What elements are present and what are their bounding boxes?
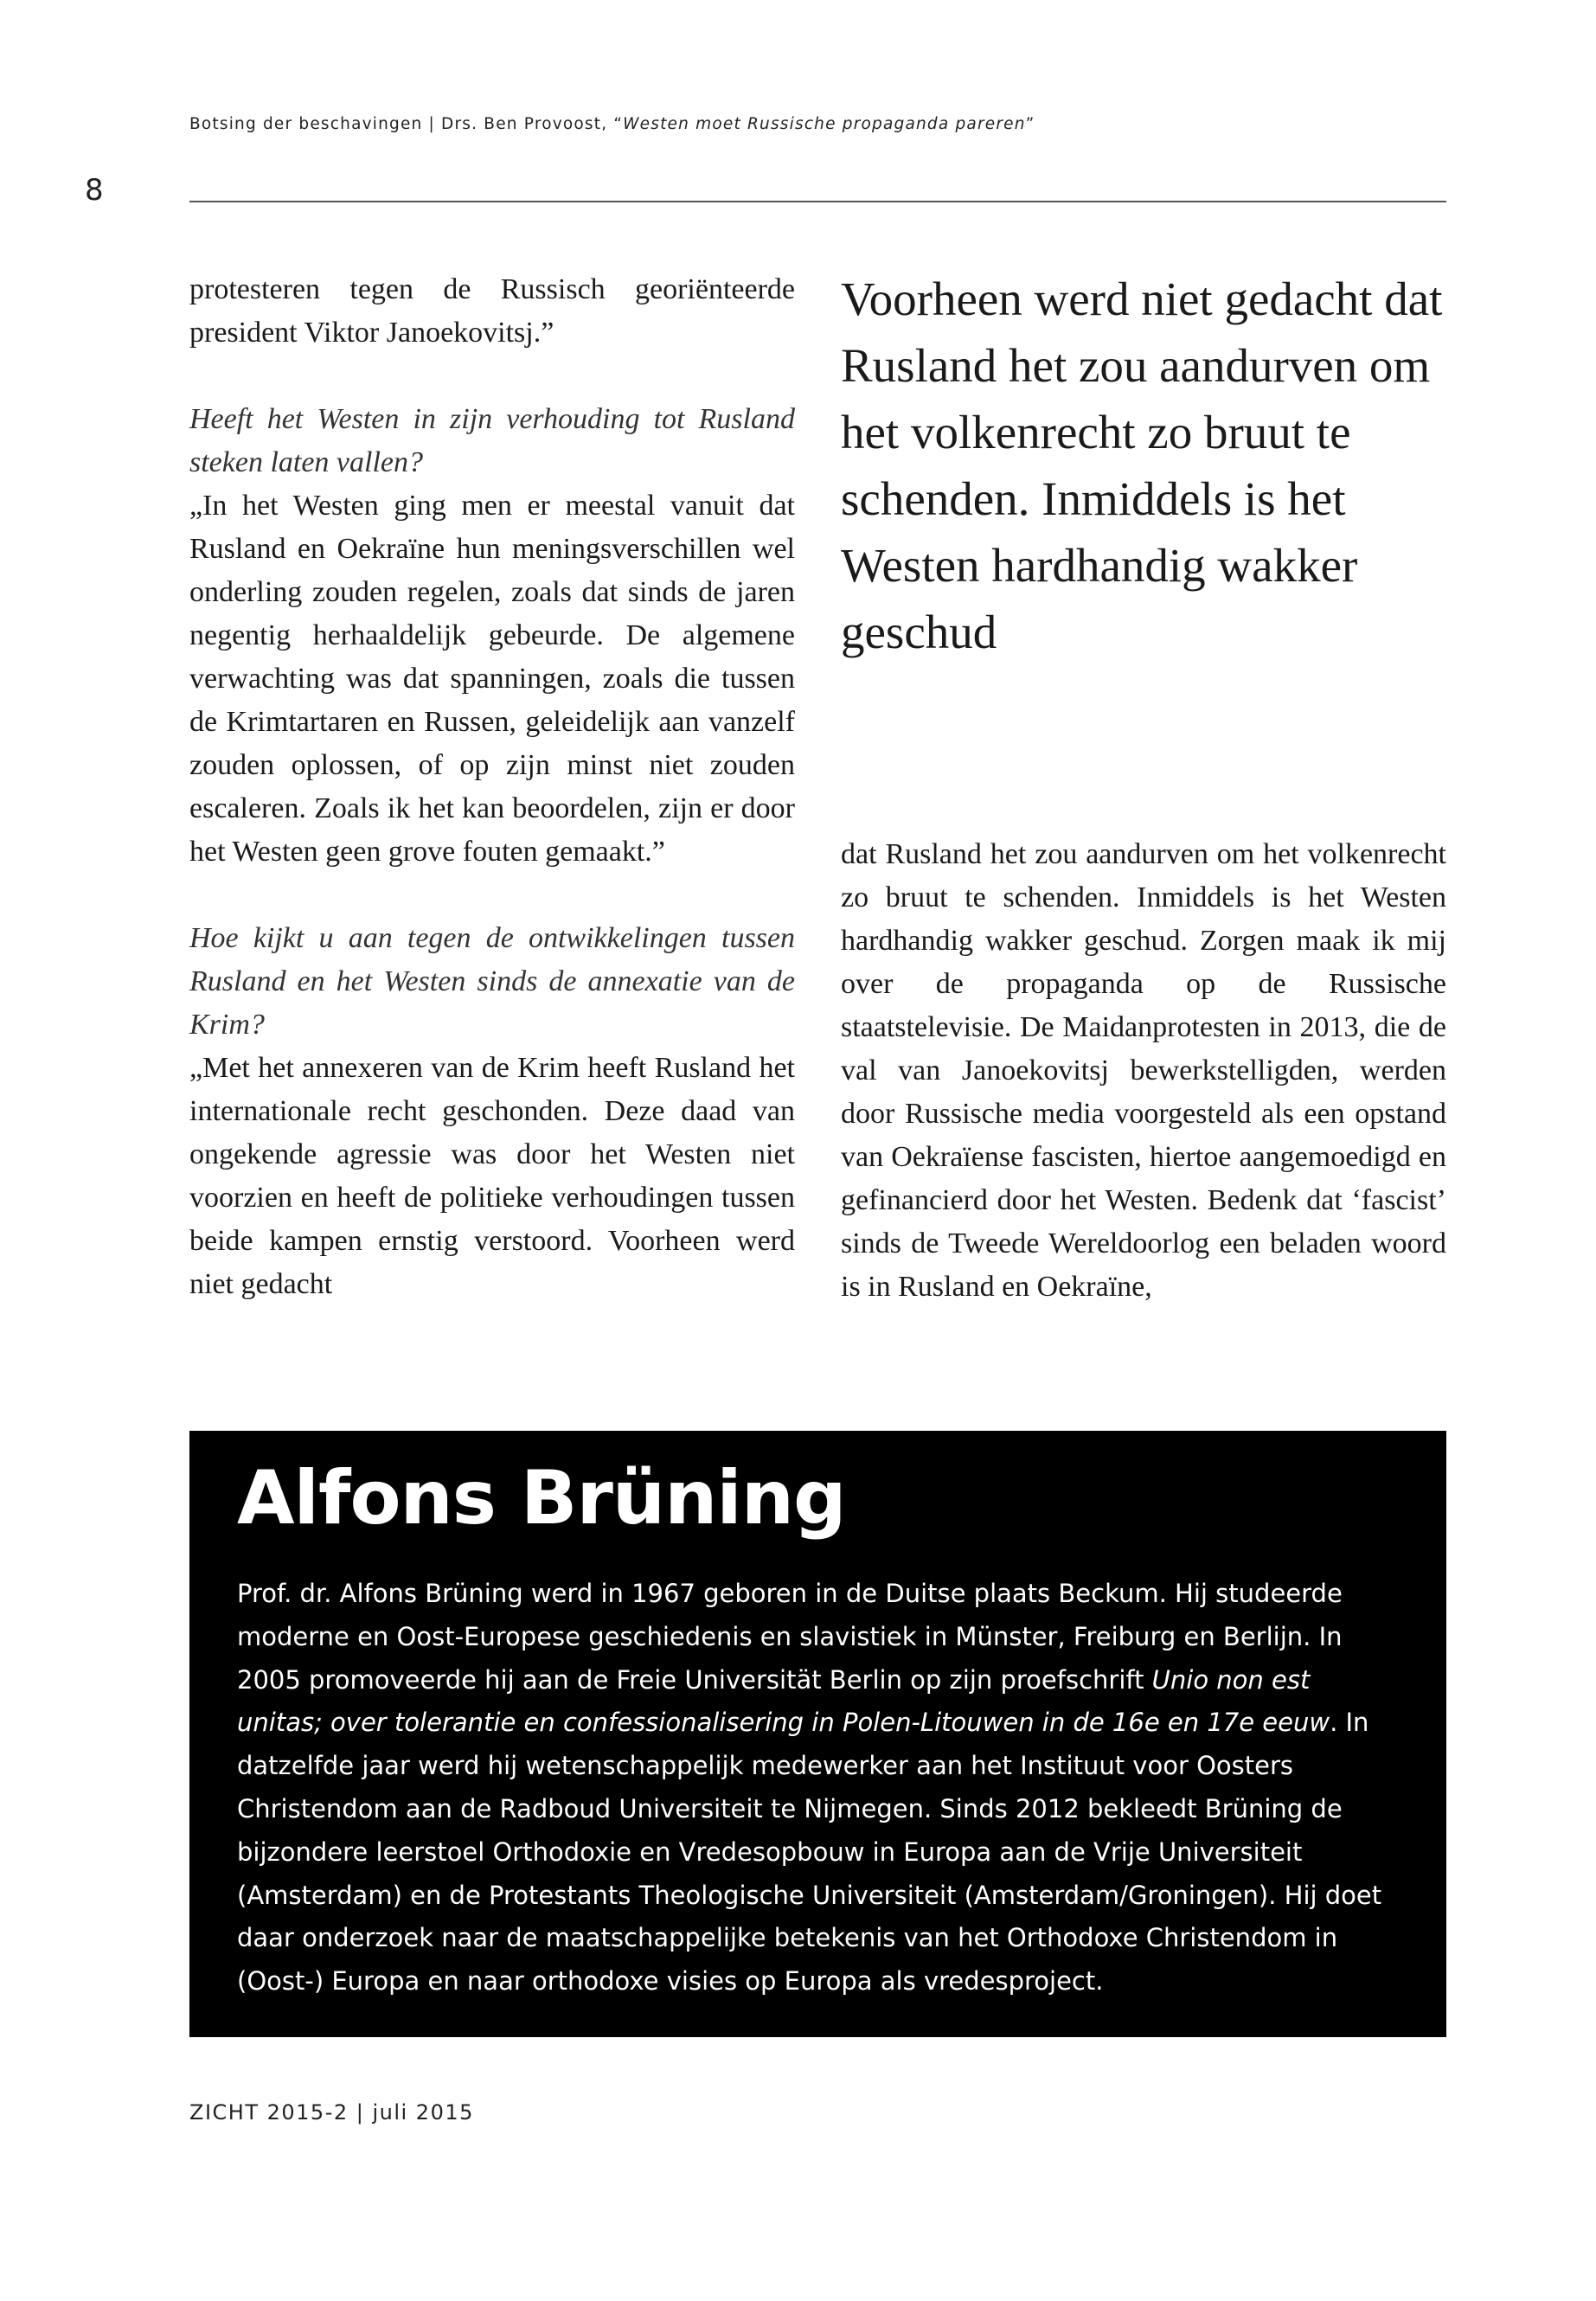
left-paragraph-1: protesteren tegen de Russisch georiënteerde president Viktor Janoekovitsj.” (189, 273, 795, 349)
running-head-suffix: ” (1025, 115, 1035, 133)
header-rule (189, 201, 1446, 202)
bio-name: Alfons Brüning (237, 1455, 846, 1541)
interview-question-1: Heeft het Westen in zijn verhouding tot Rusland steken laten vallen? (189, 403, 795, 478)
running-head-article-title: Westen moet Russische propaganda pareren (623, 115, 1026, 133)
right-column (841, 833, 1446, 1309)
running-head (189, 115, 1444, 133)
interview-question-2: Hoe kijkt u aan tegen de ontwikkelingen tussen Rusland en het Westen sinds de annexatie van de Krim? (189, 922, 795, 1041)
bio-text-part-1: Prof. dr. Alfons Brüning werd in 1967 geboren in de Duitse plaats Beckum. Hij studeerde moderne en Oost-Europese geschiedenis en slavistiek in Münster, Freiburg en Berlijn. In 2005 promoveerde hij aan de Freie Universität Berlin op zijn proefschrift (237, 1579, 1343, 1695)
author-bio-box (189, 1431, 1446, 2037)
bio-text (237, 1573, 1401, 2003)
page-number: 8 (85, 173, 104, 208)
footer-issue: ZICHT 2015-2 | juli 2015 (189, 2100, 474, 2125)
left-column (189, 268, 795, 1306)
pull-quote: Voorheen werd niet gedacht dat Rusland het zou aandurven om het volkenrecht zo bruut te schenden. Inmiddels is het Westen hardhandig wakker geschud (841, 272, 1443, 658)
bio-text-part-2: . In datzelfde jaar werd hij wetenschappelijk medewerker aan het Instituut voor Oosters Christendom aan de Radboud Universiteit te Nijmegen. Sinds 2012 bekleedt Brüning de bijzondere leerstoel Orthodoxie en Vredesopbouw in Europa aan de Vrije Universiteit (Amsterdam) en de Protestants Theologische Universiteit (Amsterdam/Groningen). Hij doet daar onderzoek naar de maatschappelijke betekenis van het Orthodoxe Christendom in (Oost-) Europa en naar orthodoxe visies op Europa als vredesproject. (237, 1708, 1382, 1997)
running-head-prefix: Botsing der beschavingen | Drs. Ben Provoost, “ (189, 115, 624, 133)
bio-thesis-title: Unio non est unitas; over tolerantie en confessionalisering in Polen-Litouwen in de 16e en 17e eeuw (237, 1664, 1330, 1738)
left-paragraph-2: „In het Westen ging men er meestal vanuit dat Rusland en Oekraïne hun meningsverschillen wel onderling zouden regelen, zoals dat sinds de jaren negentig herhaaldelijk gebeurde. De algemene verwachting was dat spanningen, zoals die tussen de Krimtartaren en Russen, geleidelijk aan vanzelf zouden oplossen, of op zijn minst niet zouden escaleren. Zoals ik het kan beoordelen, zijn er door het Westen geen grove fouten gemaakt.” (189, 490, 795, 868)
right-paragraph-1: dat Rusland het zou aandurven om het volkenrecht zo bruut te schenden. Inmiddels is het Westen hardhandig wakker geschud. Zorgen maak ik mij over de propaganda op de Russische staatstelevisie. De Maidanprotesten in 2013, die de val van Janoekovitsj bewerkstelligden, werden door Russische media voorgesteld als een opstand van Oekraïense fascisten, hiertoe aangemoedigd en gefinancierd door het Westen. Bedenk dat ‘fascist’ sinds de Tweede Wereldoorlog een beladen woord is in Rusland en Oekraïne, (841, 838, 1446, 1303)
left-paragraph-3: „Met het annexeren van de Krim heeft Rusland het internationale recht geschonden. Deze daad van ongekende agressie was door het Westen niet voorzien en heeft de politieke verhoudingen tussen beide kampen ernstig verstoord. Voorheen werd niet gedacht (189, 1052, 795, 1300)
